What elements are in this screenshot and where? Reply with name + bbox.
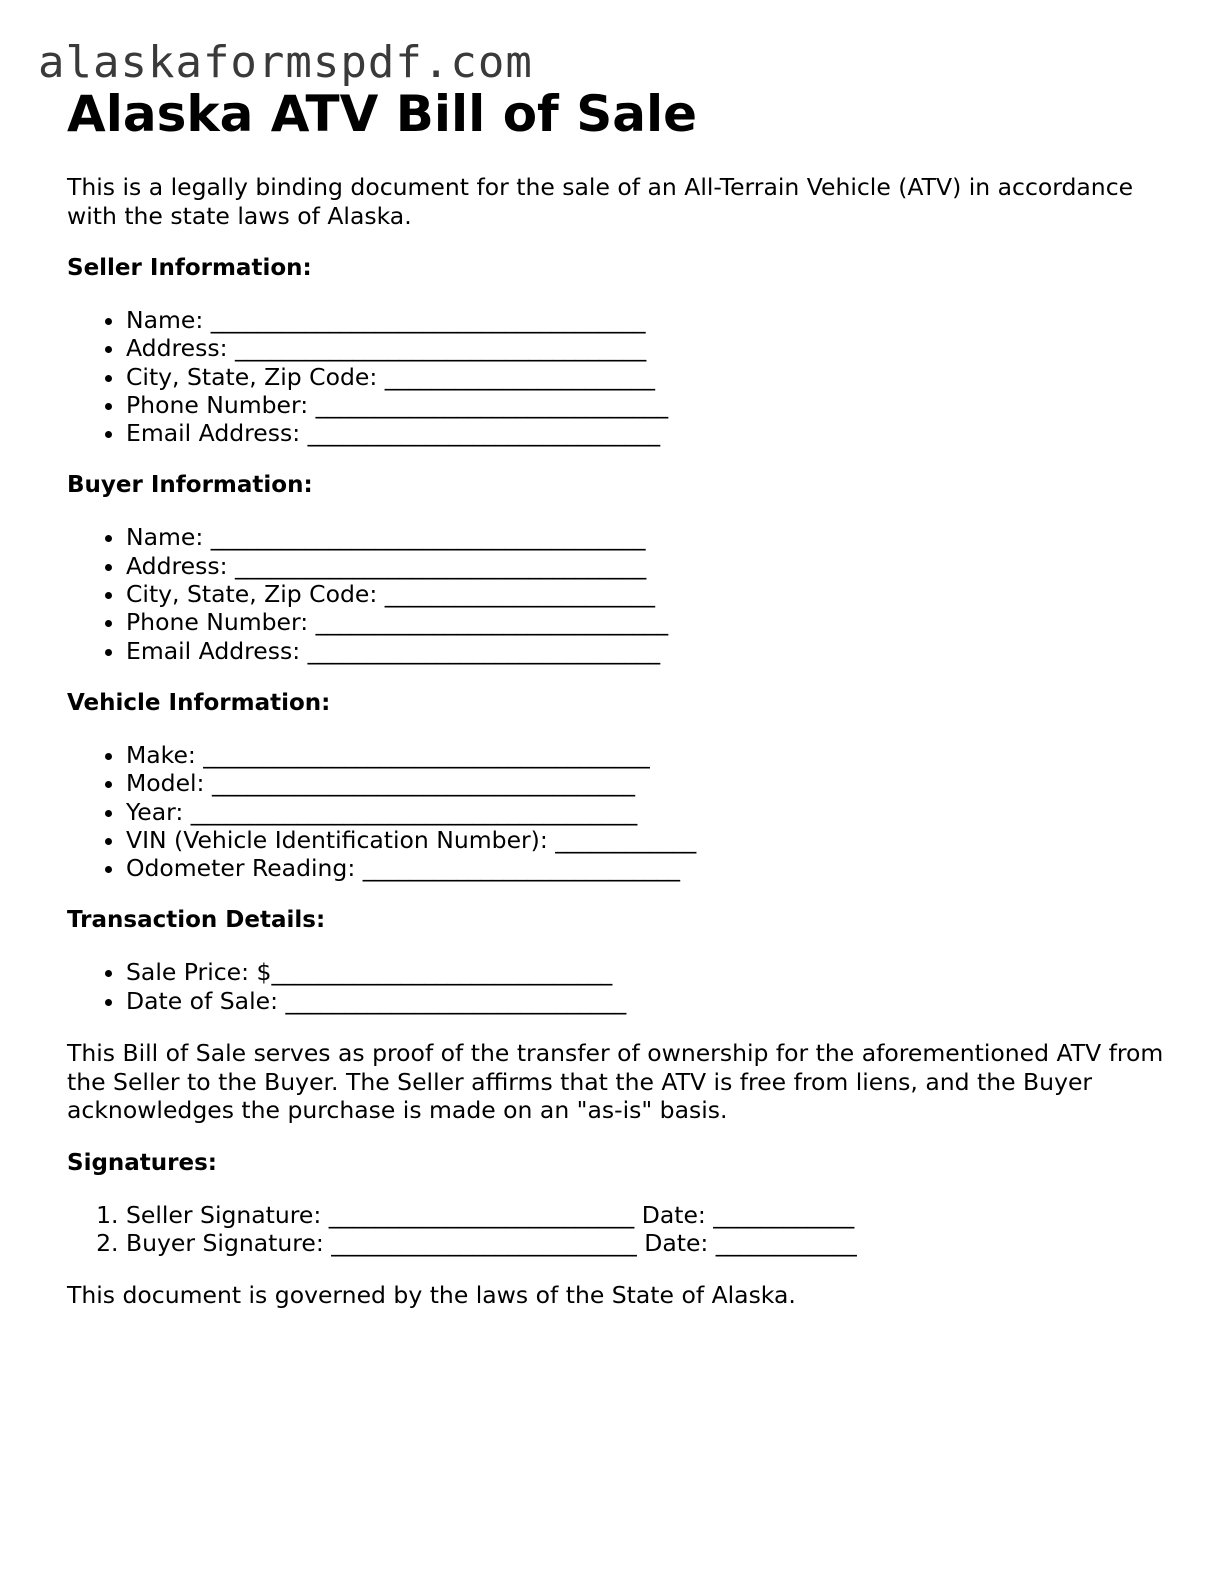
watermark-text: alaskaformspdf.com (38, 37, 533, 88)
buyer-name-field[interactable]: • Name: _____________________________________ (126, 523, 1187, 551)
seller-city-state-zip-field[interactable]: • City, State, Zip Code: _______________________ (126, 363, 1187, 391)
seller-phone-field[interactable]: • Phone Number: ______________________________ (126, 391, 1187, 419)
buyer-field-list (67, 523, 1187, 664)
seller-name-field[interactable]: • Name: _____________________________________ (126, 306, 1187, 334)
vehicle-vin-field[interactable]: • VIN (Vehicle Identification Number): ____________ (126, 826, 1187, 854)
page-title: Alaska ATV Bill of Sale (67, 85, 698, 143)
buyer-address-field[interactable]: • Address: ___________________________________ (126, 552, 1187, 580)
buyer-heading: Buyer Information: (67, 472, 313, 499)
seller-field-list (67, 306, 1187, 447)
buyer-signature-line[interactable]: 2. Buyer Signature: __________________________ Date: ____________ (126, 1229, 1187, 1257)
buyer-city-state-zip-field[interactable]: • City, State, Zip Code: _______________________ (126, 580, 1187, 608)
ownership-paragraph: This Bill of Sale serves as proof of the transfer of ownership for the aforementioned ATV from the Seller to the Buyer. The Seller affirms that the ATV is free from liens, and the Buyer acknowledges the purchase is made on an "as-is" basis. (67, 1039, 1164, 1125)
vehicle-year-field[interactable]: • Year: ______________________________________ (126, 798, 1187, 826)
seller-address-field[interactable]: • Address: ___________________________________ (126, 334, 1187, 362)
vehicle-heading: Vehicle Information: (67, 689, 331, 716)
seller-heading: Seller Information: (67, 255, 312, 281)
sale-price-field[interactable]: • Sale Price: $_____________________________ (126, 958, 1187, 986)
vehicle-model-field[interactable]: • Model: ____________________________________ (126, 769, 1187, 797)
signatures-heading: Signatures: (67, 1149, 218, 1176)
transaction-heading: Transaction Details: (67, 907, 326, 934)
transaction-field-list (67, 958, 1187, 1015)
vehicle-make-field[interactable]: • Make: ______________________________________ (126, 741, 1187, 769)
date-of-sale-field[interactable]: • Date of Sale: _____________________________ (126, 987, 1187, 1015)
intro-paragraph: This is a legally binding document for the sale of an All-Terrain Vehicle (ATV) in accordance with the state laws of Alaska. (67, 173, 1134, 230)
seller-signature-line[interactable]: 1. Seller Signature: __________________________ Date: ____________ (126, 1201, 1187, 1229)
seller-email-field[interactable]: • Email Address: ______________________________ (126, 419, 1187, 447)
buyer-phone-field[interactable]: • Phone Number: ______________________________ (126, 608, 1187, 636)
buyer-email-field[interactable]: • Email Address: ______________________________ (126, 637, 1187, 665)
signature-list (67, 1201, 1187, 1258)
document-body (67, 84, 1187, 1310)
closing-statement: This document is governed by the laws of the State of Alaska. (67, 1281, 796, 1310)
vehicle-field-list (67, 741, 1187, 882)
vehicle-odometer-field[interactable]: • Odometer Reading: ___________________________ (126, 854, 1187, 882)
